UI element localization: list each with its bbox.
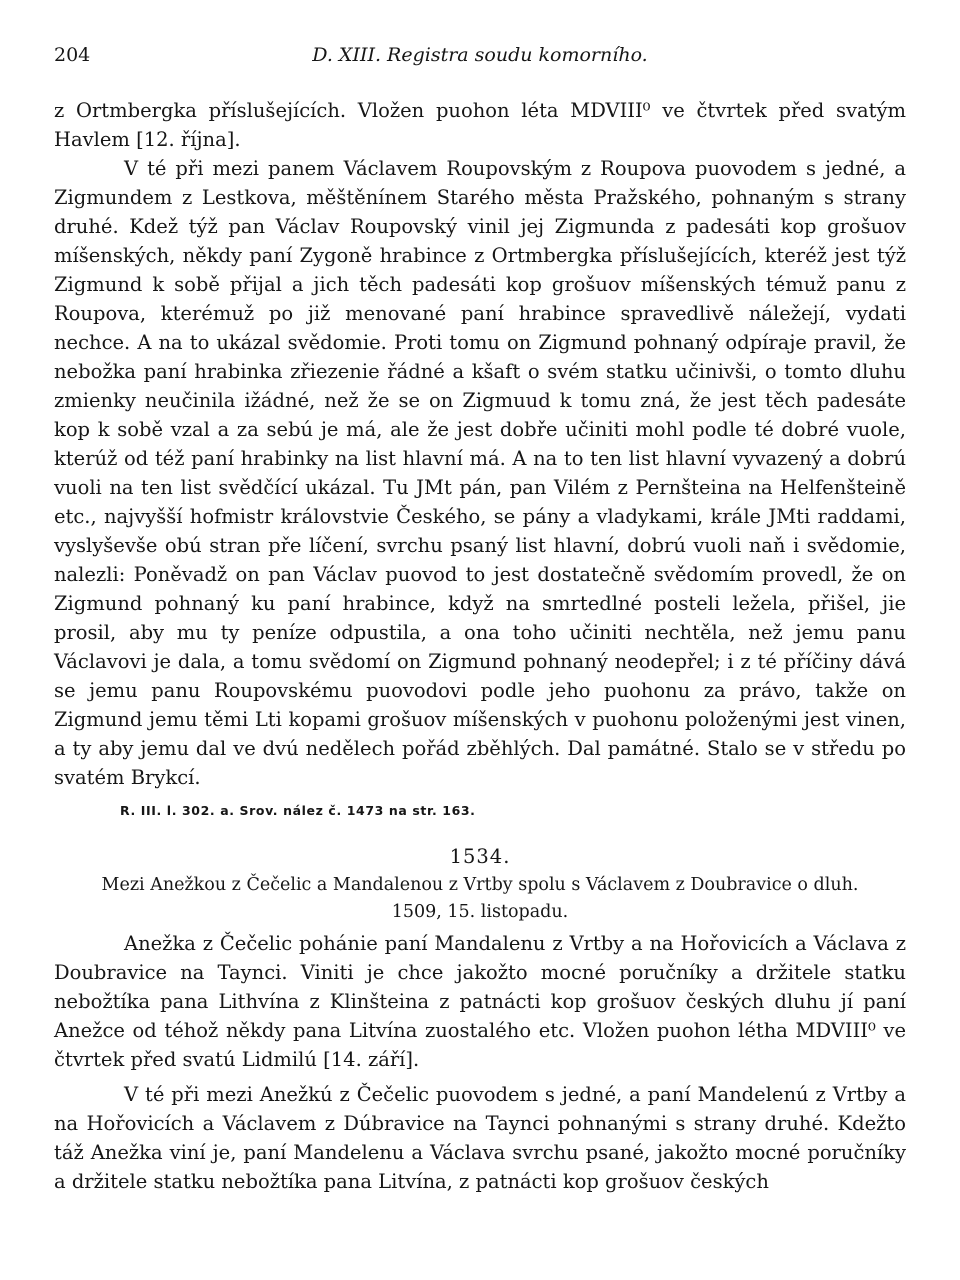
entry-number: 1534. xyxy=(449,845,511,868)
paragraph-dispute: V té při mezi Anežkú z Čečelic puovodem s jedné, a paní Mandelenú z Vrtby a na Hořovicích a Václavem z Dúbravice na Taynci pohnanými s strany druhé. Kdežto táž Anežka viní je, paní Mandelenu a Václava svrchu psané, jakožto mocné poručníky a držitele statku nebožtíka pana Litvína, z patnácti kop grošuov českých xyxy=(54,1083,906,1193)
page-number: 204 xyxy=(54,44,91,66)
page-header xyxy=(54,44,906,74)
entry-title: Mezi Anežkou z Čečelic a Mandalenou z Vrtby spolu s Václavem z Doubravice o dluh. xyxy=(101,875,859,895)
entry-date: 1509, 15. listopadu. xyxy=(391,902,569,922)
paragraph-summons: Anežka z Čečelic pohánie paní Mandalenu z Vrtby a na Hořovicích a Václava z Doubravice na Taynci. Viniti je chce jakožto mocné poručníky a držitele statku nebožtíka pana Lithvína z Klinšteina z patnácti kop grošuov českých dluhu jí paní Anežce od téhož někdy pana Litvína zuostalého etc. Vložen puohon létha MDVIII⁰ ve čtvrtek před svatú Lidmilú [14. září]. xyxy=(54,932,906,1071)
source-reference: R. III. l. 302. a. Srov. nález č. 1473 na str. 163. xyxy=(120,803,476,818)
paragraph-continued: z Ortmbergka příslušejících. Vložen puohon léta MDVIII⁰ ve čtvrtek před svatým Havlem [12. října]. xyxy=(54,99,906,151)
page-text xyxy=(54,96,906,1196)
running-title: D. XIII. Registra soudu komorního. xyxy=(312,44,648,66)
paragraph-verdict: V té při mezi panem Václavem Roupovským z Roupova puovodem s jedné, a Zigmundem z Lestkova, měštěnínem Starého města Pražského, pohnaným s strany druhé. Kdež týž pan Václav Roupovský vinil jej Zigmunda z padesáti kop grošuov míšenských, někdy paní Zygoně hrabince z Ortmbergka příslušejících, kteréž jest týž Zigmund k sobě přijal a jich těch padesáti kop grošuov míšenských témuž panu z Roupova, kterémuž po již menované paní hrabince spravedlivě náležejí, vydati nechce. A na to ukázal svědomie. Proti tomu on Zigmund pohnaný odpíraje pravil, že nebožka paní hrabinka zřiezenie řádné a kšaft o svém statku učinivši, o tomto dluhu zmienky neučinila ižádné, než že se on Zigmuud k tomu zná, že jest těch padesáte kop k sobě vzal a za sebú je má, ale že jest dobře učiniti mohl podle té dobré vuole, kterúž od též paní hrabinky na list hlavní má. A na to ten list hlavní vyvazený a dobrú vuoli na ten list svědčící ukázal. Tu JMt pán, pan Vilém z Pernšteina na Helfenšteině etc., najvyšší hofmistr královstvie Českého, se pány a vladykami, krále JMti raddami, vyslyševše obú stran pře líčení, svrchu psaný list hlavní, dobrú vuoli naň i svědomie, nalezli: Poněvadž on pan Václav puovod to jest dostatečně svědomím provedl, že on Zigmund pohnaný ku paní hrabince, když na smrtedlné posteli ležela, přišel, jie prosil, aby mu ty peníze odpustila, a ona toho učiniti nechtěla, než jemu panu Václavovi je dala, a tomu svědomí on Zigmund pohnaný neodepřel; i z té příčiny dává se jemu panu Roupovskému puovodovi podle jeho puohonu za právo, takže on Zigmund jemu těmi Lti kopami grošuov míšenských v puohonu položenými jest vinen, a ty aby jemu dal ve dvú nedělech pořád zběhlých. Dal památné. Stalo se v středu po svatém Brykcí. xyxy=(54,157,906,789)
